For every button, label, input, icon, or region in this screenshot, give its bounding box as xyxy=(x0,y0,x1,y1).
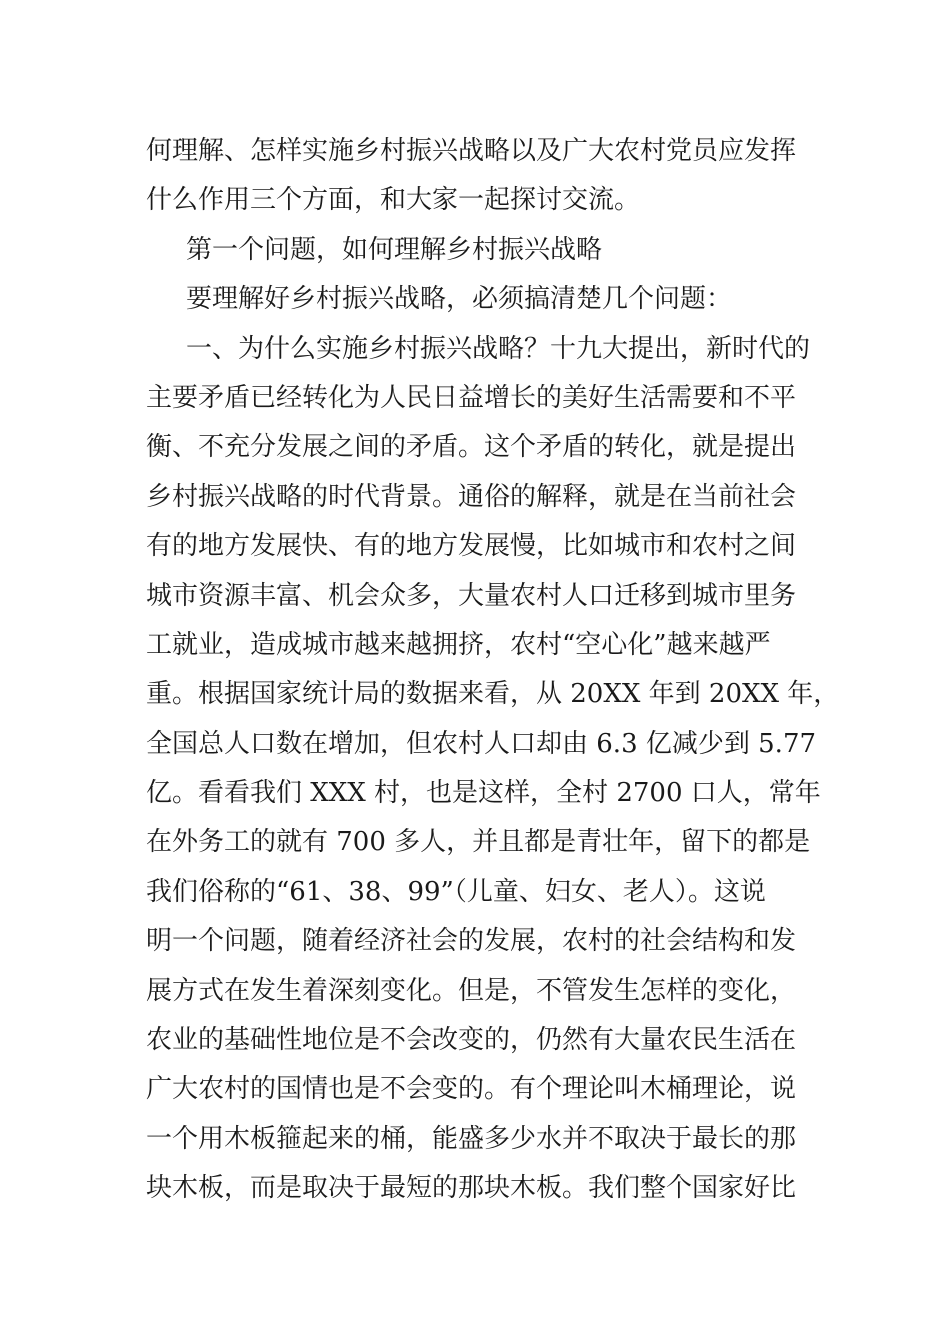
text-line-4: 要理解好乡村振兴战略，必须搞清楚几个问题： xyxy=(186,284,733,315)
text-line-17: 明一个问题，随着经济社会的发展，农村的社会结构和发 xyxy=(146,926,797,957)
text-line-20: 广大农村的国情也是不会变的。有个理论叫木桶理论，说 xyxy=(146,1074,797,1105)
section-heading-1: 第一个问题，如何理解乡村振兴战略 xyxy=(186,234,603,265)
text-line-13: 全国总人口数在增加，但农村人口却由 6.3 亿减少到 5.77 xyxy=(146,728,817,759)
text-line-2: 什么作用三个方面，和大家一起探讨交流。 xyxy=(146,185,641,216)
text-line-7: 衡、不充分发展之间的矛盾。这个矛盾的转化，就是提出 xyxy=(146,432,797,463)
text-line-15: 在外务工的就有 700 多人，并且都是青壮年，留下的都是 xyxy=(146,827,811,858)
text-line-16: 我们俗称的“61、38、99”（儿童、妇女、老人）。这说 xyxy=(146,876,766,907)
text-line-6: 主要矛盾已经转化为人民日益增长的美好生活需要和不平 xyxy=(146,382,797,413)
document-body xyxy=(146,127,840,1214)
text-line-1: 何理解、怎样实施乡村振兴战略以及广大农村党员应发挥 xyxy=(146,136,797,166)
text-line-8: 乡村振兴战略的时代背景。通俗的解释，就是在当前社会 xyxy=(146,481,797,512)
text-line-21: 一个用木板箍起来的桶，能盛多少水并不取决于最长的那 xyxy=(146,1123,797,1154)
text-line-22: 块木板，而是取决于最短的那块木板。我们整个国家好比 xyxy=(146,1173,797,1204)
text-line-18: 展方式在发生着深刻变化。但是，不管发生怎样的变化， xyxy=(146,975,797,1006)
text-line-9: 有的地方发展快、有的地方发展慢，比如城市和农村之间 xyxy=(146,531,797,562)
text-line-10: 城市资源丰富、机会众多，大量农村人口迁移到城市里务 xyxy=(146,580,797,611)
text-line-5: 一、为什么实施乡村振兴战略？十九大提出，新时代的 xyxy=(186,333,811,364)
text-line-14: 亿。看看我们 XXX 村，也是这样，全村 2700 口人，常年 xyxy=(146,778,821,809)
text-line-11: 工就业，造成城市越来越拥挤，农村“空心化”越来越严 xyxy=(146,629,771,660)
text-line-19: 农业的基础性地位是不会改变的，仍然有大量农民生活在 xyxy=(146,1025,797,1056)
text-line-12: 重。根据国家统计局的数据来看，从 20XX 年到 20XX 年， xyxy=(146,679,840,710)
